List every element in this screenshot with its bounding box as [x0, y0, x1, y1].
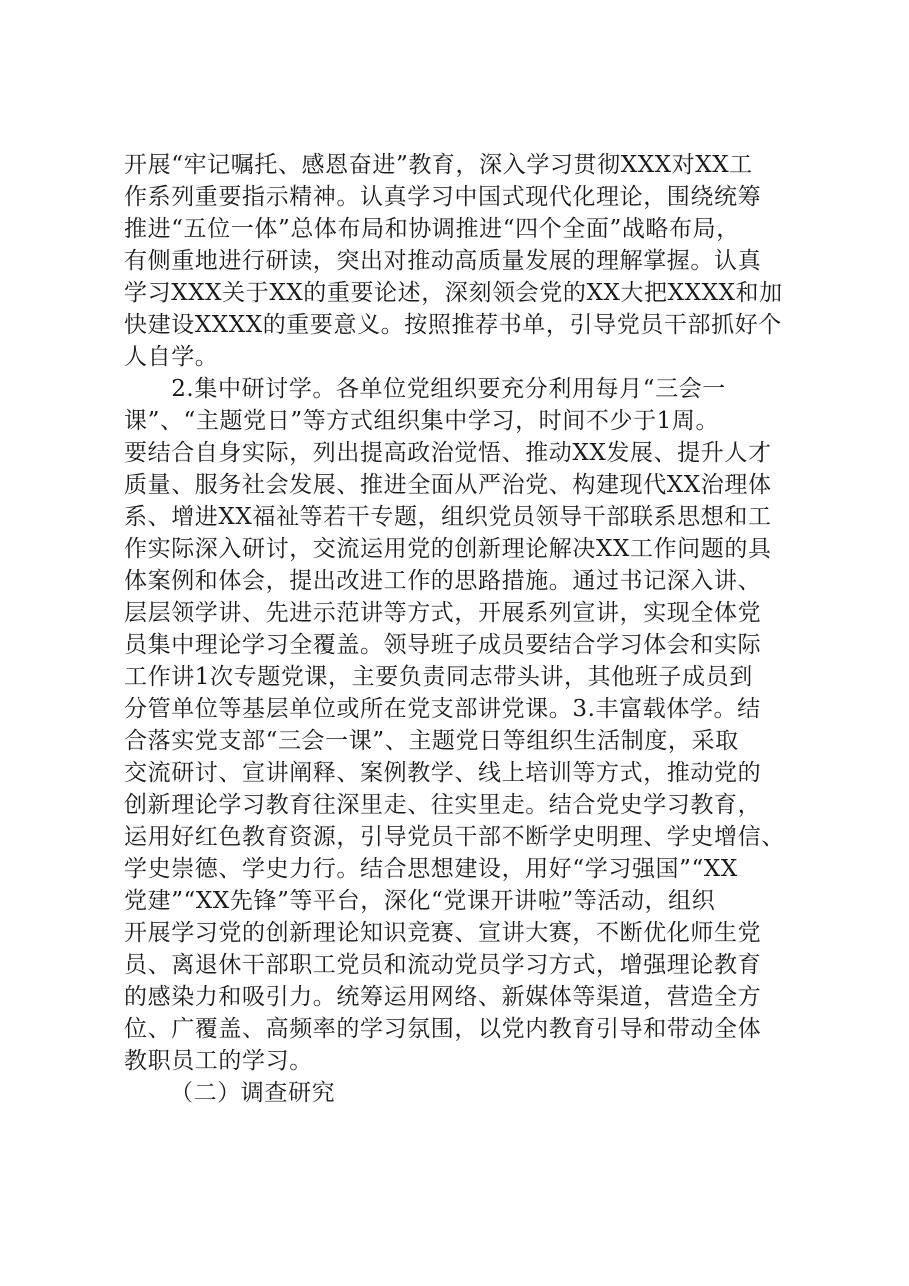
- text-line: 教职员工的学习。: [124, 1048, 313, 1074]
- text-line: 作系列重要指示精神。认真学习中国式现代化理论，围绕统筹: [124, 184, 762, 210]
- text-line: 学习XXX关于XX的重要论述，深刻领会党的XX大把XXXX和加: [124, 280, 783, 306]
- text-line: 开展“牢记嘱托、感恩奋进”教育，深入学习贯彻XXX对XX工: [124, 152, 753, 178]
- text-line: 位、广覆盖、高频率的学习氛围，以党内教育引导和带动全体: [124, 1016, 762, 1042]
- text-line: 系、增进XX福祉等若干专题，组织党员领导干部联系思想和工: [124, 504, 772, 530]
- text-line: 人自学。: [124, 344, 219, 370]
- text-line: 工作讲1次专题党课，主要负责同志带头讲，其他班子成员到: [124, 664, 753, 690]
- text-line: 推进“五位一体”总体布局和协调推进“四个全面”战略布局，: [124, 216, 740, 242]
- text-line: 员、离退休干部职工党员和流动党员学习方式，增强理论教育: [124, 952, 762, 978]
- section-heading: （二）调查研究: [170, 1080, 336, 1106]
- text-line: 创新理论学习教育往深里走、往实里走。结合党史学习教育，: [124, 792, 762, 818]
- text-line: 员集中理论学习全覆盖。领导班子成员要结合学习体会和实际: [124, 632, 762, 658]
- text-line: 体案例和体会，提出改进工作的思路措施。通过书记深入讲、: [124, 568, 762, 594]
- text-line: 课”、“主题党日”等方式组织集中学习，时间不少于1周。: [124, 408, 720, 434]
- text-line: 分管单位等基层单位或所在党支部讲党课。3.丰富载体学。结: [124, 696, 761, 722]
- text-line: 合落实党支部“三会一课”、主题党日等组织生活制度，采取: [124, 728, 739, 754]
- text-line: 交流研讨、宣讲阐释、案例教学、线上培训等方式，推动党的: [124, 760, 762, 786]
- text-line: 党建”“XX先锋”等平台，深化“党课开讲啦”等活动，组织: [124, 888, 716, 914]
- text-line: 质量、服务社会发展、推进全面从严治党、构建现代XX治理体: [124, 472, 772, 498]
- text-line: 学史崇德、学史力行。结合思想建设，用好“学习强国”“XX: [124, 856, 738, 882]
- text-line: 2.集中研讨学。各单位党组织要充分利用每月“三会一: [124, 376, 726, 402]
- text-line: 作实际深入研讨，交流运用党的创新理论解决XX工作问题的具: [124, 536, 772, 562]
- text-line: 开展学习党的创新理论知识竞赛、宣讲大赛，不断优化师生党: [124, 920, 762, 946]
- text-line: 有侧重地进行研读，突出对推动高质量发展的理解掌握。认真: [124, 248, 762, 274]
- text-line: 层层领学讲、先进示范讲等方式，开展系列宣讲，实现全体党: [124, 600, 762, 626]
- text-line: 的感染力和吸引力。统筹运用网络、新媒体等渠道，营造全方: [124, 984, 762, 1010]
- text-line: 要结合自身实际，列出提高政治觉悟、推动XX发展、提升人才: [124, 440, 772, 466]
- text-line: 快建设XXXX的重要意义。按照推荐书单，引导党员干部抓好个: [124, 312, 782, 338]
- text-line: 运用好红色教育资源，引导党员干部不断学史明理、学史增信、: [124, 824, 785, 850]
